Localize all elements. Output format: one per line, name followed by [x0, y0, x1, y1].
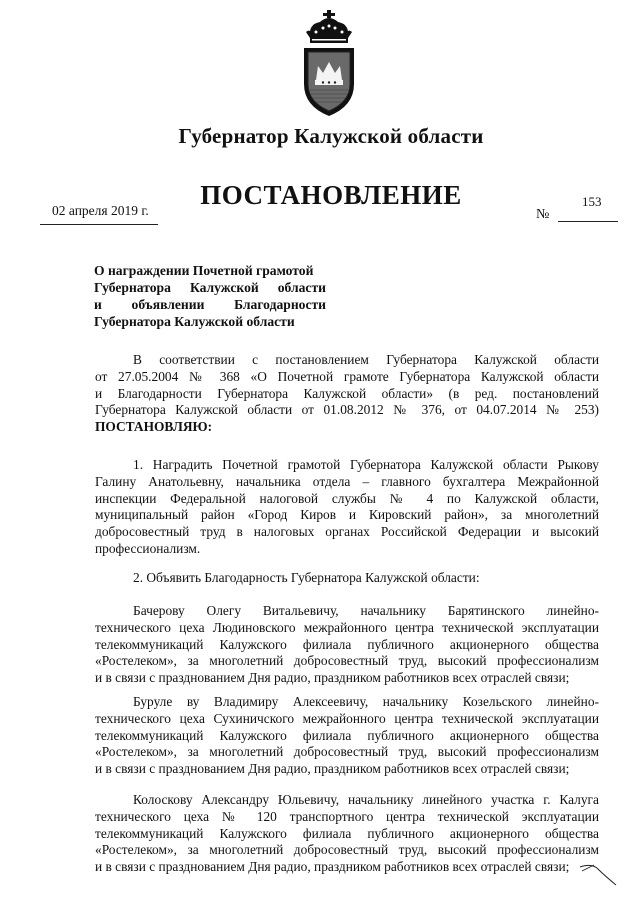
preamble-paragraph: [95, 352, 599, 436]
awardee-paragraph: [95, 603, 599, 687]
text-line: телекоммуникаций Калужского филиала публичного акционерного общества: [95, 825, 599, 841]
text-line: телекоммуникаций Калужского филиала публичного акционерного общества: [95, 727, 599, 743]
text-line: технического цеха № 120 транспортного центра технической эксплуатации: [95, 808, 599, 824]
item-2-paragraph: [95, 570, 599, 587]
text-line: и в связи с празднованием Дня радио, праздником работников всех отраслей связи;: [95, 761, 570, 777]
text-line: «Ростелеком», за многолетний добросовестный труд, высокий профессионализм: [95, 744, 599, 760]
text-line: профессионализм.: [95, 540, 201, 556]
text-line: и в связи с празднованием Дня радио, праздником работников всех отраслей связи;: [95, 670, 570, 686]
coat-of-arms-emblem: [296, 10, 362, 120]
subject-word: Калужской: [189, 280, 259, 295]
date-underline: [40, 224, 158, 225]
subject-line: О награждении Почетной грамотой: [94, 263, 314, 278]
handwritten-mark: [578, 859, 618, 887]
subject-word: области: [277, 280, 326, 295]
text-line: 2. Объявить Благодарность Губернатора Калужской области:: [133, 570, 480, 585]
document-subject: [94, 262, 326, 330]
text-line: Колоскову Александру Юльевичу, начальнику линейного участка г. Калуга: [133, 792, 599, 807]
text-line: от 27.05.2004 № 368 «О Почетной грамоте Губернатора Калужской области: [95, 368, 599, 384]
text-line: Буруле ву Владимиру Алексеевичу, начальнику Козельского линейно-: [133, 694, 599, 709]
text-line: 1. Наградить Почетной грамотой Губернатора Калужской области Рыкову: [133, 457, 599, 472]
text-line: В соответствии с постановлением Губернатора Калужской области: [133, 352, 599, 367]
subject-word: объявлении: [131, 297, 205, 312]
subject-line: [94, 279, 326, 296]
subject-word: и: [94, 297, 102, 312]
text-line: технического цеха Сухиничского межрайонного центра технической эксплуатации: [95, 710, 599, 726]
text-line: добросовестный труд в налоговых органах Российской Федерации и высокий: [95, 524, 599, 540]
subject-word: Благодарности: [234, 297, 326, 312]
text-line: Бачерову Олегу Витальевичу, начальнику Барятинского линейно-: [133, 603, 599, 618]
subject-word: Губернатора: [94, 280, 171, 295]
item-1-paragraph: [95, 457, 599, 558]
text-line: и в связи с празднованием Дня радио, праздником работников всех отраслей связи;: [95, 859, 570, 875]
awardee-paragraph: [95, 792, 599, 876]
document-number: 153: [582, 194, 602, 209]
text-line: технического цеха Людиновского межрайонного центра технической эксплуатации: [95, 619, 599, 635]
text-line: телекоммуникаций Калужского филиала публичного акционерного общества: [95, 636, 599, 652]
number-underline: [558, 221, 618, 222]
awardee-paragraph: [95, 694, 599, 778]
subject-line: [94, 296, 326, 313]
issuing-authority: Губернатор Калужской области: [178, 124, 484, 148]
text-line: Губернатора Калужской области от 01.08.2012 № 376, от 04.07.2014 № 253): [95, 402, 599, 418]
text-line: «Ростелеком», за многолетний добросовестный труд, высокий профессионализм: [95, 653, 599, 669]
subject-line: Губернатора Калужской области: [94, 314, 295, 329]
text-line: муниципальный район «Город Киров и Кировский район», за многолетний: [95, 507, 599, 523]
text-line: Галину Анатольевну, начальника отдела – главного бухгалтера Межрайонной: [95, 473, 599, 489]
document-date: 02 апреля 2019 г.: [52, 203, 149, 218]
number-label: №: [536, 207, 550, 222]
text-line: «Ростелеком», за многолетний добросовестный труд, высокий профессионализм: [95, 842, 599, 858]
text-line: и Благодарности Губернатора Калужской области» (в ред. постановлений: [95, 385, 599, 401]
text-line: инспекции Федеральной налоговой службы № 4 по Калужской области,: [95, 490, 599, 506]
decree-word: ПОСТАНОВЛЯЮ:: [95, 419, 213, 435]
document-type-title: ПОСТАНОВЛЕНИЕ: [200, 180, 462, 210]
